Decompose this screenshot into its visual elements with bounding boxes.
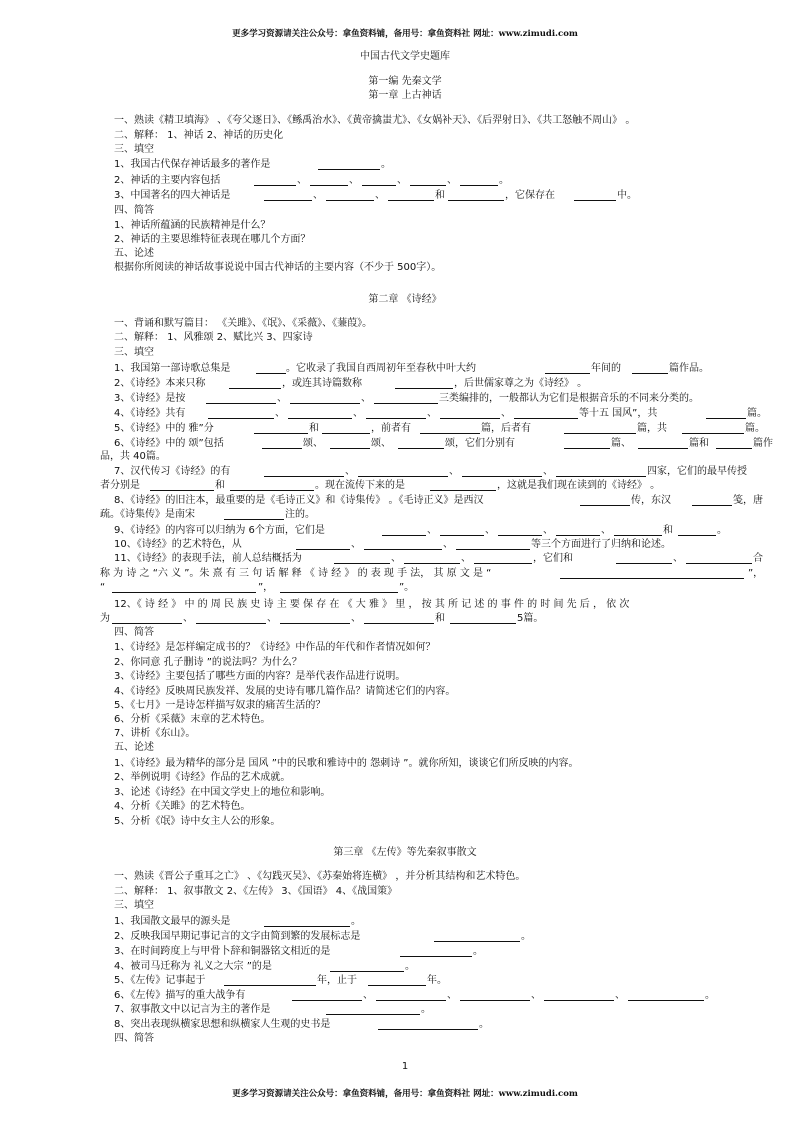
answer-blank: [448, 200, 504, 201]
ch2-section-4: 四、简答: [114, 627, 154, 638]
ch2-short-5: 5、《七月》一是诗怎样描写奴隶的痛苦生活的？: [114, 700, 326, 711]
sep: ，这就是我们现在读到的《诗经》 。: [497, 480, 661, 491]
ch1-q3: 3、中国著名的四大神话是: [114, 190, 231, 201]
sep: 、: [363, 990, 373, 1001]
sep: 、: [447, 175, 457, 186]
sep: 、: [183, 613, 193, 624]
top-banner: 更多学习资源请关注公众号：拿鱼资料铺，备用号：拿鱼资料社 网址：www.zimudi.com: [232, 29, 578, 39]
answer-blank: [334, 563, 390, 564]
sep: 、: [427, 408, 437, 419]
answer-blank: [326, 1014, 420, 1015]
answer-blank: [224, 985, 316, 986]
sep: 。: [351, 916, 361, 927]
answer-blank: [326, 200, 374, 201]
sep: 、: [345, 466, 355, 477]
ch3-q6: 6、《左传》描写的重大战争有: [114, 990, 246, 1001]
ch2-q12: 12、《 诗 经 》 中 的 周 民 族 史 诗 主 要 保 存 在 《 大 雅 》 里 ， 按 其 所 记 述 的 事 件 的 时 间 先 后 ， 依 次: [114, 599, 630, 610]
answer-blank: [378, 1029, 478, 1030]
ch3-q5: 5、《左传》记事起于: [114, 975, 206, 986]
ch3-section-1: 一、熟读《晋公子重耳之亡》 、《勾践灭吴》、《苏秦始将连横》 ，并分析其结构和艺术特色。: [114, 871, 526, 882]
ch3-section-4: 四、简答: [114, 1033, 154, 1044]
sep: 年，止于: [317, 975, 357, 986]
ch1-short-1: 1、神话所蕴涵的民族精神是什么？: [114, 220, 271, 231]
sep: 、: [673, 553, 683, 564]
sep: 、: [349, 175, 359, 186]
sep: 篇，共: [637, 423, 667, 434]
ch2-short-2: 2、你同意 孔子删诗 ”的说法吗？为什么？: [114, 657, 302, 668]
ch2-q1-b: 。它收录了我国自西周初年至春秋中叶大约: [286, 363, 476, 374]
answer-blank: [616, 563, 672, 564]
answer-blank: [364, 623, 434, 624]
answer-blank: [318, 169, 380, 170]
ch2-q12-b: 为: [100, 613, 110, 624]
sep: 等十五 国风”，共: [579, 408, 658, 419]
answer-blank: [322, 433, 370, 434]
sep: ，它们和: [533, 553, 573, 564]
answer-blank: [230, 490, 314, 491]
answer-blank: [400, 956, 472, 957]
ch1-q2: 2、神话的主要内容包括: [114, 175, 221, 186]
answer-blank: [206, 403, 276, 404]
sep: 年。: [427, 975, 447, 986]
ch2-essay-4: 4、分析《关雎》的艺术特色。: [114, 801, 251, 812]
sep: 。现在流传下来的是: [315, 480, 405, 491]
sep: 、: [427, 525, 437, 536]
sep: 、: [501, 408, 511, 419]
sep: 传，东汉: [631, 495, 671, 506]
answer-blank: [460, 185, 498, 186]
ch2-short-4: 4、《诗经》反映周民族发祥、发展的史诗有哪几篇作品？请简述它们的内容。: [114, 686, 456, 697]
ch2-q8-b: 疏。《诗集传》是南宋: [100, 509, 195, 520]
answer-blank: [264, 476, 344, 477]
sep: 、: [351, 539, 361, 550]
sep: 篇。: [747, 408, 767, 419]
answer-blank: [544, 1000, 614, 1001]
answer-blank: [292, 1000, 362, 1001]
answer-blank: [460, 1000, 530, 1001]
answer-blank: [112, 592, 256, 593]
answer-blank: [262, 448, 302, 449]
ch2-q10: 10、《诗经》的艺术特色，从: [114, 539, 242, 550]
sep: 、: [449, 466, 459, 477]
answer-blank: [264, 926, 350, 927]
ch2-section-2: 二、解释： 1、风雅颂 2、赋比兴 3、四家诗: [114, 332, 313, 343]
ch2-q2-b: ，或连其诗篇数称: [282, 378, 362, 389]
answer-blank: [682, 433, 744, 434]
ch3-q1: 1、我国散文最早的源头是: [114, 916, 231, 927]
sep: ”，: [258, 582, 274, 593]
sep: 篇和: [689, 438, 709, 449]
sep: 、: [391, 553, 401, 564]
ch1-section-5: 五、论述: [114, 248, 154, 259]
sep: 中。: [617, 190, 637, 201]
chapter-1-heading: 第一章 上古神话: [368, 90, 442, 101]
ch2-essay-5: 5、分析《氓》诗中女主人公的形象。: [114, 816, 281, 827]
sep: 、: [615, 990, 625, 1001]
answer-blank: [358, 476, 448, 477]
ch2-q4: 4、《诗经》共有: [114, 408, 186, 419]
ch2-q1-d: 篇作品。: [669, 363, 709, 374]
answer-blank: [288, 418, 352, 419]
ch1-section-3: 三、填空: [114, 144, 154, 155]
answer-blank: [388, 200, 434, 201]
answer-blank: [330, 448, 370, 449]
sep: 和: [215, 480, 225, 491]
answer-blank: [420, 433, 480, 434]
ch2-short-7: 7、讲析《东山》。: [114, 728, 196, 739]
answer-blank: [456, 549, 530, 550]
sep: 、: [543, 466, 553, 477]
answer-blank: [264, 200, 312, 201]
sep: 篇。: [745, 423, 765, 434]
ch3-section-2: 二、解释： 1、叙事散文 2、《左传》 3、《国语》 4、《战国策》: [114, 886, 398, 897]
answer-blank: [434, 941, 520, 942]
answer-blank: [112, 623, 182, 624]
ch2-q1: 1、我国第一部诗歌总集是: [114, 363, 231, 374]
answer-blank: [366, 418, 426, 419]
answer-blank: [686, 563, 752, 564]
sep: 等三个方面进行了归纳和论述。: [531, 539, 671, 550]
sep: 颂，它们分别有: [445, 438, 515, 449]
answer-blank: [574, 200, 616, 201]
answer-blank: [374, 403, 438, 404]
answer-blank: [716, 448, 752, 449]
ch2-q7: 7、汉代传习《诗经》的有: [114, 466, 231, 477]
sep: 、: [601, 525, 611, 536]
sep: 。: [705, 990, 715, 1001]
answer-blank: [430, 490, 496, 491]
answer-blank: [410, 185, 446, 186]
ch1-section-4: 四、简答: [114, 205, 154, 216]
answer-blank: [208, 418, 274, 419]
sep: 、: [461, 553, 471, 564]
chapter-2-heading: 第二章 《诗经》: [368, 294, 442, 305]
answer-blank: [290, 403, 360, 404]
sep: 篇、: [611, 438, 631, 449]
ch2-section-3: 三、填空: [114, 347, 154, 358]
sep: 和: [663, 525, 673, 536]
bottom-banner: 更多学习资源请关注公众号：拿鱼资料铺，备用号：拿鱼资料社 网址：www.zimudi.com: [232, 1089, 578, 1099]
answer-blank: [628, 1000, 704, 1001]
ch1-q1-end: 。: [381, 159, 391, 170]
answer-blank: [224, 519, 284, 520]
sep: ”，: [748, 568, 764, 579]
answer-blank: [514, 418, 578, 419]
answer-blank: [580, 505, 630, 506]
sep: 。: [499, 175, 509, 186]
answer-blank: [330, 971, 404, 972]
ch1-section-1: 一、熟读《精卫填海》 、《夸父逐日》、《鲧禹治水》、《黄帝擒蚩尤》、《女娲补天》、《后羿射日》、《共工怒触不周山》 。: [114, 115, 636, 126]
ch3-q2: 2、反映我国早期记事记言的文字由简到繁的发展标志是: [114, 931, 361, 942]
document-title: 中国古代文学史题库: [360, 51, 450, 62]
answer-blank: [150, 490, 214, 491]
ch2-q2-c: ，后世儒家尊之为《诗经》 。: [454, 378, 588, 389]
ch2-q3: 3、《诗经》是按: [114, 393, 186, 404]
sep: 、: [353, 408, 363, 419]
ch2-section-5: 五、论述: [114, 742, 154, 753]
answer-blank: [229, 388, 281, 389]
ch2-short-3: 3、《诗经》主要包括了哪些方面的内容？是举代表作品进行说明。: [114, 671, 406, 682]
ch3-section-3: 三、填空: [114, 900, 154, 911]
sep: ”。: [399, 582, 415, 593]
answer-blank: [564, 448, 610, 449]
ch2-q9: 9、《诗经》的内容可以归纳为 6个方面，它们是: [114, 525, 325, 536]
sep: 三类编排的，一般都认为它们是根据音乐的不同来分类的。: [439, 393, 699, 404]
ch1-section-2: 二、解释： 1、神话 2、神话的历史化: [114, 130, 284, 141]
answer-blank: [296, 549, 350, 550]
sep: 笺，唐: [733, 495, 763, 506]
sep: 篇作: [753, 438, 773, 449]
answer-blank: [440, 535, 484, 536]
answer-blank: [440, 418, 500, 419]
ch2-q11-b: 称 为 诗 之 “六 义 ”。朱 熹 有 三 句 话 解 释 《 诗 经 》 的 表 现 手 法， 其 原 文 是 “: [100, 568, 492, 579]
answer-blank: [614, 535, 662, 536]
answer-blank: [545, 373, 590, 374]
answer-blank: [632, 373, 668, 374]
sep: 。: [405, 961, 415, 972]
ch2-q6-cont: 品，共 40篇。: [100, 451, 166, 462]
ch2-q5: 5、《诗经》中的 雅”分: [114, 423, 214, 434]
answer-blank: [362, 185, 396, 186]
sep: 、: [443, 539, 453, 550]
sep: 、: [361, 393, 371, 404]
answer-blank: [254, 185, 296, 186]
sep: 5篇。: [517, 613, 544, 624]
answer-blank: [560, 578, 744, 579]
sep: ，前者有: [371, 423, 411, 434]
ch2-essay-1: 1、《诗经》最为精华的部分是 国风 ”中的民歌和雅诗中的 怨刺诗 ”。就你所知，谈谈它们所反映的内容。: [114, 758, 579, 769]
sep: 、: [277, 393, 287, 404]
ch2-short-6: 6、分析《采薇》末章的艺术特色。: [114, 714, 271, 725]
answer-blank: [498, 535, 542, 536]
sep: 。: [717, 525, 727, 536]
answer-blank: [706, 418, 746, 419]
sep: 。: [473, 946, 483, 957]
ch2-q11: 11、《诗经》的表现手法，前人总结概括为: [114, 553, 302, 564]
sep: 、: [543, 525, 553, 536]
ch2-q11-c: “: [100, 582, 106, 593]
sep: 、: [297, 175, 307, 186]
ch2-essay-2: 2、举例说明《诗经》作品的艺术成就。: [114, 772, 291, 783]
sep: 。: [421, 1004, 431, 1015]
sep: 、: [275, 408, 285, 419]
ch2-q7-b: 者分别是: [100, 480, 140, 491]
answer-blank: [564, 433, 636, 434]
answer-blank: [556, 535, 600, 536]
sep: 、: [375, 190, 385, 201]
ch2-q6: 6、《诗经》中的 颂”包括: [114, 438, 224, 449]
sep: 、: [267, 613, 277, 624]
ch3-q7: 7、叙事散文中以记言为主的著作是: [114, 1004, 271, 1015]
sep: 、: [351, 613, 361, 624]
ch3-q4: 4、被司马迁称为 礼义之大宗 ”的是: [114, 961, 272, 972]
answer-blank: [368, 985, 426, 986]
sep: 、: [313, 190, 323, 201]
answer-blank: [382, 535, 426, 536]
ch1-short-2: 2、神话的主要思维特征表现在哪几个方面？: [114, 234, 311, 245]
answer-blank: [256, 373, 286, 374]
sep: 、: [397, 175, 407, 186]
sep: 注的。: [285, 509, 315, 520]
sep: 、: [485, 525, 495, 536]
sep: 和: [309, 423, 319, 434]
sep: 。: [521, 931, 531, 942]
answer-blank: [638, 448, 688, 449]
answer-blank: [404, 563, 460, 564]
answer-blank: [364, 549, 442, 550]
chapter-3-heading: 第三章 《左传》等先秦叙事散文: [333, 847, 477, 858]
ch2-q2: 2、《诗经》本来只称: [114, 378, 206, 389]
sep: 篇，后者有: [481, 423, 531, 434]
answer-blank: [678, 535, 716, 536]
answer-blank: [692, 505, 732, 506]
ch3-q8: 8、突出表现纵横家思想和纵横家人生观的史书是: [114, 1019, 331, 1030]
answer-blank: [310, 185, 348, 186]
answer-blank: [280, 623, 350, 624]
answer-blank: [450, 623, 516, 624]
answer-blank: [398, 448, 444, 449]
sep: 、: [447, 990, 457, 1001]
sep: ，它保存在: [505, 190, 555, 201]
ch2-q1-c: 年间的: [591, 363, 621, 374]
answer-blank: [474, 563, 532, 564]
answer-blank: [462, 476, 542, 477]
answer-blank: [556, 476, 646, 477]
sep: 。: [479, 1019, 489, 1030]
ch2-section-1: 一、背诵和默写篇目： 《关雎》、《氓》、《采薇》、《蒹葭》。: [114, 318, 373, 329]
answer-blank: [196, 623, 266, 624]
sep: 颂、: [303, 438, 323, 449]
ch1-q1: 1、我国古代保存神话最多的著作是: [114, 159, 271, 170]
answer-blank: [376, 1000, 446, 1001]
page-number: 1: [401, 1061, 409, 1072]
sep: 、: [531, 990, 541, 1001]
answer-blank: [395, 388, 453, 389]
sep: 合: [753, 553, 763, 564]
answer-blank: [280, 592, 398, 593]
sep: 和: [435, 190, 445, 201]
answer-blank: [254, 433, 308, 434]
sep: 和: [435, 613, 445, 624]
ch2-essay-3: 3、论述《诗经》在中国文学史上的地位和影响。: [114, 787, 331, 798]
ch1-essay-1: 根据你所阅读的神话故事说说中国古代神话的主要内容（不少于 500字）。: [114, 262, 442, 273]
sep: 颂、: [371, 438, 391, 449]
ch3-q3: 3、在时间跨度上与甲骨卜辞和铜器铭文相近的是: [114, 946, 331, 957]
ch2-short-1: 1、《诗经》是怎样编定成书的？《诗经》中作品的年代和作者情况如何？: [114, 642, 436, 653]
sep: 四家，它们的最早传授: [647, 466, 747, 477]
part-heading: 第一编 先秦文学: [368, 76, 442, 87]
ch2-q8: 8、《诗经》的旧注本，最重要的是《毛诗正义》和《诗集传》 。《毛诗正义》是西汉: [114, 495, 484, 506]
